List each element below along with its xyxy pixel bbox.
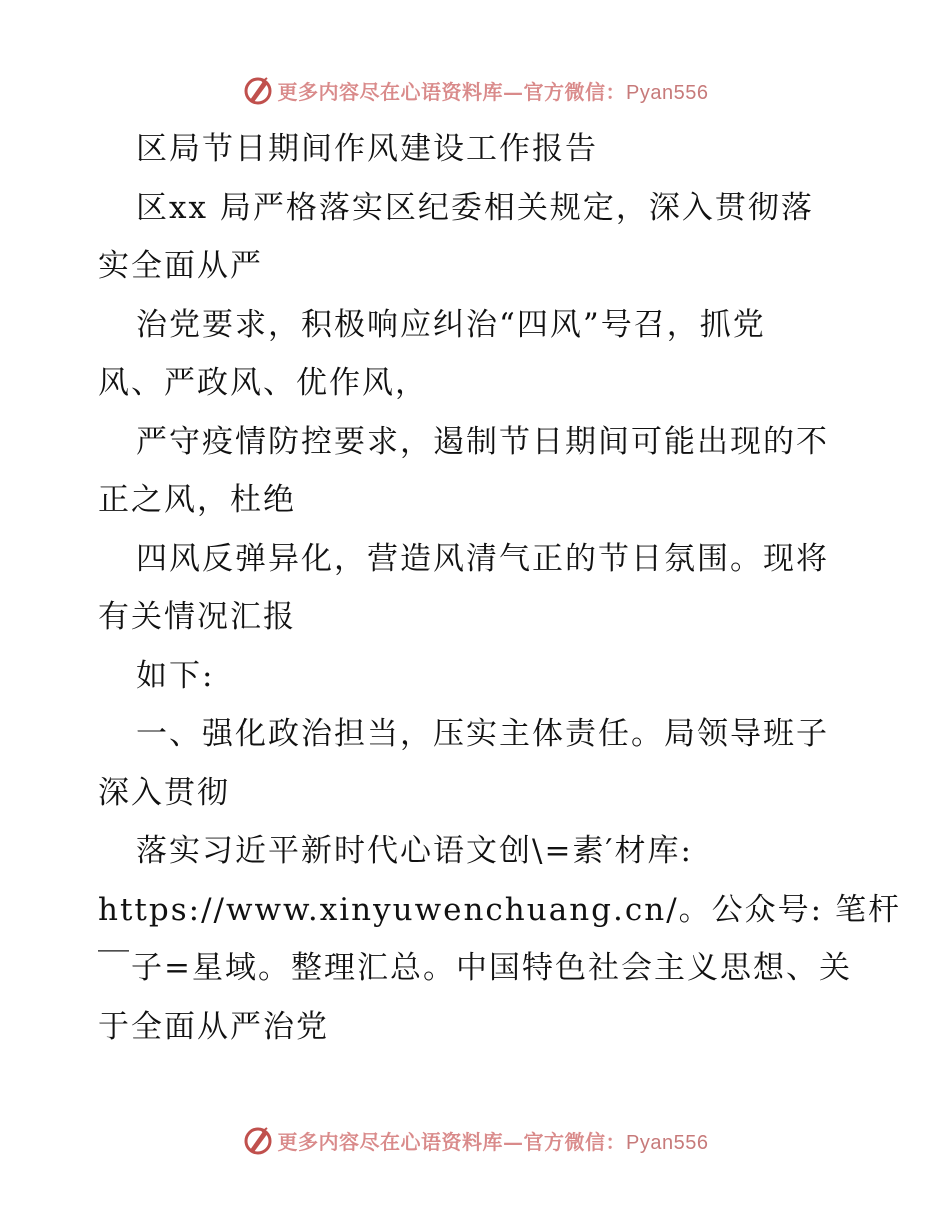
section-heading-line: 一、强化政治担当，压实主体责任。局领导班子 [136, 716, 829, 752]
quill-pen-logo-icon [242, 1124, 274, 1156]
paragraph-line: 四风反弹异化，营造风清气正的节日氛围。现将 [136, 540, 829, 577]
paragraph-line: 落实习近平新时代心语文创\=素′材库: [136, 833, 693, 869]
url-line: https://www.xinyuwenchuang.cn/。公众号: 笔杆 [98, 891, 901, 928]
paragraph-line: ￣子=星域。整理汇总。中国特色社会主义思想、关 [98, 950, 852, 986]
paragraph-line: 正之风，杜绝 [98, 482, 296, 518]
paragraph-line: 风、严政风、优作风， [98, 365, 428, 401]
footer-banner [0, 1122, 950, 1158]
document-title: 区局节日期间作风建设工作报告 [136, 131, 598, 167]
paragraph-line: 深入贯彻 [98, 774, 230, 811]
banner-text: 更多内容尽在心语资料库—官方微信：Pyan556 [277, 79, 709, 104]
wechat-id: Pyan556 [626, 81, 709, 104]
wechat-id: Pyan556 [626, 1131, 709, 1154]
quill-pen-logo-icon [242, 74, 274, 106]
banner-text: 更多内容尽在心语资料库—官方微信：Pyan556 [277, 1129, 709, 1154]
paragraph-line: 实全面从严 [98, 248, 263, 284]
paragraph-line: 有关情况汇报 [98, 599, 296, 635]
paragraph-line: 区xx 局严格落实区纪委相关规定，深入贯彻落 [136, 189, 814, 226]
paragraph-line: 严守疫情防控要求，遏制节日期间可能出现的不 [136, 423, 829, 460]
paragraph-line: 治党要求，积极响应纠治“四风”号召，抓党 [136, 306, 766, 343]
document-body [98, 120, 901, 1056]
paragraph-line: 如下: [136, 657, 215, 694]
header-banner [0, 72, 950, 108]
paragraph-line: 于全面从严治党 [98, 1008, 329, 1045]
